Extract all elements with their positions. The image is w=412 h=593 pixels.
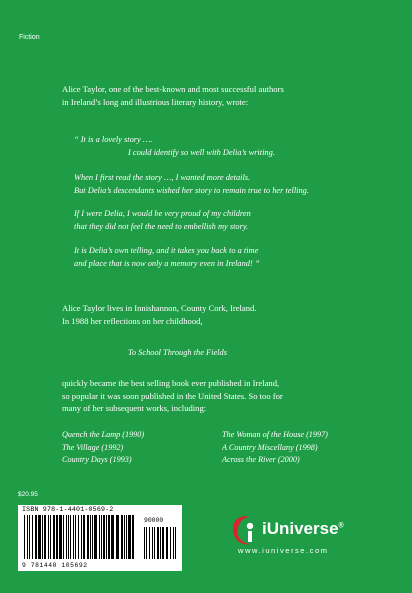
bio-paragraph — [62, 302, 382, 327]
work-item: Country Days (1993) — [62, 455, 132, 464]
quote-line: But Delia’s descendants wished her story to remain true to her telling. — [74, 185, 309, 195]
quote-2 — [74, 172, 309, 197]
publisher-url: www.iuniverse.com — [238, 546, 329, 555]
work-item: Across the River (2000) — [222, 455, 300, 464]
quote-line: and place that is now only a memory even in Ireland! ” — [74, 258, 260, 268]
intro-paragraph — [62, 83, 372, 108]
barcode-digits: 9 781440 105692 — [22, 562, 88, 569]
intro-line: in Ireland’s long and illustrious literary history, wrote: — [62, 96, 249, 107]
quote-4 — [74, 245, 260, 270]
work-item: Quench the Lamp (1990) — [62, 430, 145, 439]
book-title: To School Through the Fields — [128, 348, 227, 357]
iuniverse-logo-icon — [230, 514, 262, 548]
quote-line: When I first read the story …, I wanted more details. — [74, 173, 251, 182]
work-item: The Woman of the House (1997) — [222, 430, 328, 439]
genre-label: Fiction — [19, 34, 40, 41]
quote-line: If I were Delia, I would be very proud of my children — [74, 209, 251, 218]
works-left-column — [62, 429, 144, 467]
barcode — [18, 505, 182, 571]
tail-line: quickly became the best selling book ever published in Ireland, — [62, 378, 280, 388]
publisher-name: iUniverse® — [262, 519, 344, 538]
works-right-column — [222, 429, 328, 467]
tail-paragraph — [62, 377, 392, 415]
quote-line: “ It is a lovely story …. — [74, 135, 153, 144]
price: $20.95 — [18, 491, 38, 498]
bio-line: In 1988 her reflections on her childhood, — [62, 315, 203, 326]
isbn-text: ISBN 978-1-4401-0569-2 — [22, 506, 114, 513]
quote-line: I could identify so well with Delia’s writing. — [128, 147, 275, 157]
quote-line: that they did not feel the need to embellish my story. — [74, 221, 249, 231]
quote-3 — [74, 208, 251, 233]
quote-line: It is Delia’s own telling, and it takes you back to a time — [74, 246, 259, 255]
barcode-addon: 90000 — [144, 517, 164, 524]
work-item: A Country Miscellany (1998) — [222, 442, 318, 452]
bio-line: Alice Taylor lives in Innishannon, County Cork, Ireland. — [62, 303, 257, 313]
work-item: The Village (1992) — [62, 442, 124, 452]
tail-line: so popular it was soon published in the United States. So too for — [62, 390, 283, 401]
quote-1 — [74, 134, 275, 159]
tail-line: many of her subsequent works, including: — [62, 403, 207, 413]
works-list — [62, 429, 382, 469]
intro-line: Alice Taylor, one of the best-known and most successful authors — [62, 84, 284, 94]
